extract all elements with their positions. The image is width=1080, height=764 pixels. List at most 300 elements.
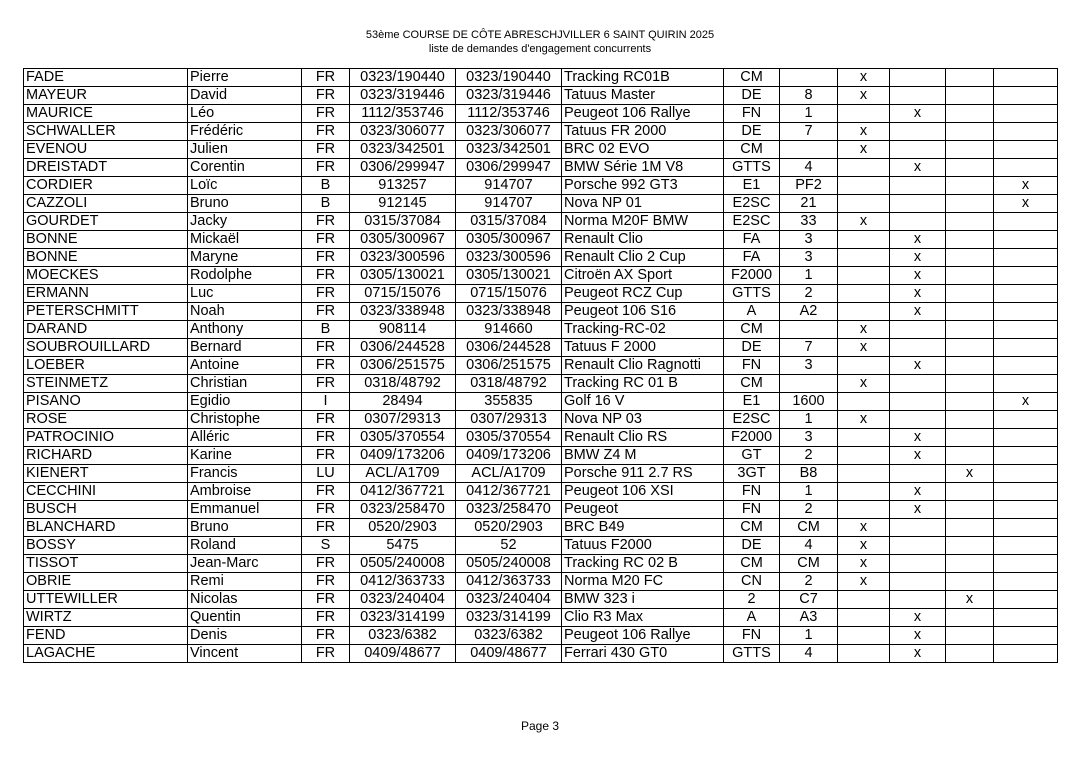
cell-col-a xyxy=(838,285,890,303)
cell-license-number-2: 0323/319446 xyxy=(456,87,562,105)
table-row xyxy=(24,141,1058,159)
cell-license-number-2: ACL/A1709 xyxy=(456,465,562,483)
cell-col-a xyxy=(838,177,890,195)
cell-last-name: LAGACHE xyxy=(24,645,188,663)
cell-col-a: x xyxy=(838,339,890,357)
cell-license-number: 0715/15076 xyxy=(350,285,456,303)
cell-nationality: S xyxy=(302,537,350,555)
cell-col-d xyxy=(994,573,1058,591)
cell-car-model: Tracking RC 02 B xyxy=(562,555,724,573)
cell-col-a: x xyxy=(838,69,890,87)
cell-col-b xyxy=(890,393,946,411)
cell-col-b: x xyxy=(890,285,946,303)
cell-car-model: Norma M20 FC xyxy=(562,573,724,591)
table-row xyxy=(24,429,1058,447)
cell-class: CM xyxy=(780,555,838,573)
cell-license-number-2: 914707 xyxy=(456,195,562,213)
cell-first-name: Maryne xyxy=(188,249,302,267)
cell-col-d: x xyxy=(994,177,1058,195)
cell-first-name: Remi xyxy=(188,573,302,591)
cell-col-b xyxy=(890,591,946,609)
cell-col-a xyxy=(838,645,890,663)
cell-col-b: x xyxy=(890,501,946,519)
cell-nationality: I xyxy=(302,393,350,411)
cell-license-number-2: 0306/251575 xyxy=(456,357,562,375)
cell-license-number-2: 0305/130021 xyxy=(456,267,562,285)
cell-class: 7 xyxy=(780,339,838,357)
cell-group: CM xyxy=(724,69,780,87)
cell-last-name: KIENERT xyxy=(24,465,188,483)
cell-first-name: Bruno xyxy=(188,195,302,213)
cell-col-d xyxy=(994,627,1058,645)
cell-license-number: 0323/6382 xyxy=(350,627,456,645)
document-header xyxy=(0,28,1080,56)
cell-license-number: 0323/240404 xyxy=(350,591,456,609)
cell-last-name: BUSCH xyxy=(24,501,188,519)
cell-first-name: Christophe xyxy=(188,411,302,429)
cell-last-name: PETERSCHMITT xyxy=(24,303,188,321)
cell-nationality: FR xyxy=(302,573,350,591)
cell-first-name: Loïc xyxy=(188,177,302,195)
cell-first-name: Karine xyxy=(188,447,302,465)
cell-col-a: x xyxy=(838,375,890,393)
cell-nationality: FR xyxy=(302,141,350,159)
cell-nationality: FR xyxy=(302,375,350,393)
table-row xyxy=(24,609,1058,627)
cell-car-model: BMW Z4 M xyxy=(562,447,724,465)
cell-first-name: Francis xyxy=(188,465,302,483)
cell-last-name: FEND xyxy=(24,627,188,645)
cell-group: DE xyxy=(724,339,780,357)
cell-col-d xyxy=(994,519,1058,537)
table-row xyxy=(24,123,1058,141)
cell-nationality: FR xyxy=(302,627,350,645)
cell-col-d xyxy=(994,231,1058,249)
cell-license-number-2: 0305/300967 xyxy=(456,231,562,249)
cell-first-name: Quentin xyxy=(188,609,302,627)
cell-col-b xyxy=(890,537,946,555)
cell-group: F2000 xyxy=(724,429,780,447)
cell-last-name: PISANO xyxy=(24,393,188,411)
cell-last-name: CECCHINI xyxy=(24,483,188,501)
cell-last-name: CORDIER xyxy=(24,177,188,195)
cell-last-name: WIRTZ xyxy=(24,609,188,627)
cell-group: FA xyxy=(724,249,780,267)
table-row xyxy=(24,285,1058,303)
cell-group: CN xyxy=(724,573,780,591)
cell-col-c xyxy=(946,357,994,375)
cell-last-name: BONNE xyxy=(24,231,188,249)
cell-class: A3 xyxy=(780,609,838,627)
cell-nationality: FR xyxy=(302,645,350,663)
cell-class xyxy=(780,375,838,393)
cell-license-number-2: 0323/190440 xyxy=(456,69,562,87)
cell-license-number-2: 0409/173206 xyxy=(456,447,562,465)
cell-col-c xyxy=(946,195,994,213)
cell-col-d xyxy=(994,357,1058,375)
cell-license-number: 0318/48792 xyxy=(350,375,456,393)
cell-nationality: FR xyxy=(302,159,350,177)
cell-license-number: 0520/2903 xyxy=(350,519,456,537)
cell-group: FN xyxy=(724,357,780,375)
cell-col-b xyxy=(890,69,946,87)
cell-col-a xyxy=(838,627,890,645)
cell-license-number: 912145 xyxy=(350,195,456,213)
cell-license-number-2: 0323/342501 xyxy=(456,141,562,159)
cell-group: DE xyxy=(724,537,780,555)
cell-last-name: BONNE xyxy=(24,249,188,267)
cell-col-c xyxy=(946,69,994,87)
cell-last-name: MOECKES xyxy=(24,267,188,285)
entries-table xyxy=(23,68,1058,663)
cell-col-b xyxy=(890,177,946,195)
cell-col-b xyxy=(890,123,946,141)
cell-nationality: FR xyxy=(302,69,350,87)
cell-first-name: Anthony xyxy=(188,321,302,339)
cell-col-c xyxy=(946,609,994,627)
cell-last-name: ERMANN xyxy=(24,285,188,303)
cell-col-c xyxy=(946,267,994,285)
cell-group: CM xyxy=(724,141,780,159)
table-row xyxy=(24,87,1058,105)
cell-license-number: ACL/A1709 xyxy=(350,465,456,483)
cell-license-number: 0409/173206 xyxy=(350,447,456,465)
cell-col-c xyxy=(946,87,994,105)
cell-car-model: Renault Clio xyxy=(562,231,724,249)
cell-nationality: LU xyxy=(302,465,350,483)
cell-license-number: 0306/299947 xyxy=(350,159,456,177)
table-row xyxy=(24,555,1058,573)
cell-license-number-2: 0323/314199 xyxy=(456,609,562,627)
cell-col-a: x xyxy=(838,411,890,429)
document-subtitle: liste de demandes d'engagement concurrents xyxy=(428,43,652,55)
cell-col-d xyxy=(994,105,1058,123)
cell-col-a xyxy=(838,501,890,519)
cell-col-c: x xyxy=(946,591,994,609)
cell-last-name: MAURICE xyxy=(24,105,188,123)
cell-license-number: 5475 xyxy=(350,537,456,555)
cell-nationality: FR xyxy=(302,519,350,537)
table-row xyxy=(24,375,1058,393)
cell-col-c xyxy=(946,519,994,537)
cell-col-d xyxy=(994,213,1058,231)
cell-license-number: 0323/342501 xyxy=(350,141,456,159)
cell-first-name: Ambroise xyxy=(188,483,302,501)
cell-col-c xyxy=(946,159,994,177)
cell-group: FN xyxy=(724,501,780,519)
cell-car-model: Tatuus F 2000 xyxy=(562,339,724,357)
table-row xyxy=(24,267,1058,285)
cell-nationality: B xyxy=(302,195,350,213)
cell-nationality: FR xyxy=(302,429,350,447)
cell-last-name: TISSOT xyxy=(24,555,188,573)
cell-col-d xyxy=(994,609,1058,627)
cell-col-d xyxy=(994,321,1058,339)
cell-col-b xyxy=(890,213,946,231)
cell-col-b xyxy=(890,555,946,573)
cell-first-name: Julien xyxy=(188,141,302,159)
cell-last-name: RICHARD xyxy=(24,447,188,465)
cell-class: 1 xyxy=(780,267,838,285)
cell-group: FN xyxy=(724,627,780,645)
cell-car-model: Citroën AX Sport xyxy=(562,267,724,285)
cell-col-b xyxy=(890,519,946,537)
cell-last-name: DREISTADT xyxy=(24,159,188,177)
cell-last-name: SCHWALLER xyxy=(24,123,188,141)
cell-nationality: FR xyxy=(302,285,350,303)
cell-license-number: 0306/244528 xyxy=(350,339,456,357)
cell-license-number-2: 0520/2903 xyxy=(456,519,562,537)
cell-first-name: Denis xyxy=(188,627,302,645)
cell-col-c xyxy=(946,555,994,573)
cell-car-model: Ferrari 430 GT0 xyxy=(562,645,724,663)
cell-car-model: BMW Série 1M V8 xyxy=(562,159,724,177)
cell-col-b: x xyxy=(890,159,946,177)
table-row xyxy=(24,411,1058,429)
cell-class: 3 xyxy=(780,231,838,249)
cell-license-number: 0323/300596 xyxy=(350,249,456,267)
cell-col-b xyxy=(890,195,946,213)
cell-col-c xyxy=(946,105,994,123)
cell-car-model: Renault Clio Ragnotti xyxy=(562,357,724,375)
cell-col-c: x xyxy=(946,465,994,483)
cell-class: 3 xyxy=(780,429,838,447)
table-row xyxy=(24,501,1058,519)
table-row xyxy=(24,447,1058,465)
cell-nationality: FR xyxy=(302,555,350,573)
cell-col-c xyxy=(946,501,994,519)
cell-first-name: Roland xyxy=(188,537,302,555)
cell-col-a: x xyxy=(838,519,890,537)
cell-last-name: BLANCHARD xyxy=(24,519,188,537)
cell-class: CM xyxy=(780,519,838,537)
cell-col-d xyxy=(994,87,1058,105)
cell-col-a: x xyxy=(838,555,890,573)
cell-license-number-2: 0323/258470 xyxy=(456,501,562,519)
cell-nationality: FR xyxy=(302,267,350,285)
cell-col-c xyxy=(946,393,994,411)
table-row xyxy=(24,591,1058,609)
cell-group: E2SC xyxy=(724,411,780,429)
cell-last-name: EVENOU xyxy=(24,141,188,159)
cell-col-b xyxy=(890,321,946,339)
cell-car-model: Porsche 911 2.7 RS xyxy=(562,465,724,483)
cell-col-d xyxy=(994,537,1058,555)
cell-class: 2 xyxy=(780,573,838,591)
cell-first-name: Jean-Marc xyxy=(188,555,302,573)
cell-col-b: x xyxy=(890,105,946,123)
cell-col-b: x xyxy=(890,429,946,447)
cell-col-b: x xyxy=(890,609,946,627)
document-title: 53ème COURSE DE CÔTE ABRESCHJVILLER 6 SAINT QUIRIN 2025 xyxy=(365,29,715,41)
cell-car-model: Tatuus F2000 xyxy=(562,537,724,555)
cell-last-name: STEINMETZ xyxy=(24,375,188,393)
cell-col-a xyxy=(838,105,890,123)
cell-first-name: David xyxy=(188,87,302,105)
cell-car-model: BRC 02 EVO xyxy=(562,141,724,159)
cell-col-a xyxy=(838,267,890,285)
cell-first-name: Alléric xyxy=(188,429,302,447)
cell-license-number: 0315/37084 xyxy=(350,213,456,231)
table-row xyxy=(24,69,1058,87)
cell-car-model: Tracking RC01B xyxy=(562,69,724,87)
table-row xyxy=(24,231,1058,249)
cell-license-number-2: 0323/306077 xyxy=(456,123,562,141)
cell-col-b: x xyxy=(890,267,946,285)
table-row xyxy=(24,519,1058,537)
cell-car-model: Clio R3 Max xyxy=(562,609,724,627)
cell-license-number-2: 0323/300596 xyxy=(456,249,562,267)
cell-group: A xyxy=(724,609,780,627)
cell-col-b: x xyxy=(890,357,946,375)
cell-col-c xyxy=(946,411,994,429)
cell-col-a: x xyxy=(838,87,890,105)
cell-col-c xyxy=(946,447,994,465)
cell-col-b: x xyxy=(890,483,946,501)
table-row xyxy=(24,195,1058,213)
table-row xyxy=(24,249,1058,267)
cell-col-d xyxy=(994,267,1058,285)
cell-group: FN xyxy=(724,105,780,123)
cell-group: 3GT xyxy=(724,465,780,483)
cell-col-a xyxy=(838,303,890,321)
cell-class xyxy=(780,321,838,339)
cell-col-a xyxy=(838,357,890,375)
cell-nationality: FR xyxy=(302,123,350,141)
cell-license-number-2: 0505/240008 xyxy=(456,555,562,573)
cell-license-number-2: 0307/29313 xyxy=(456,411,562,429)
cell-first-name: Luc xyxy=(188,285,302,303)
cell-group: 2 xyxy=(724,591,780,609)
cell-col-c xyxy=(946,123,994,141)
cell-group: A xyxy=(724,303,780,321)
cell-col-d: x xyxy=(994,195,1058,213)
cell-first-name: Corentin xyxy=(188,159,302,177)
cell-col-b xyxy=(890,573,946,591)
cell-first-name: Emmanuel xyxy=(188,501,302,519)
cell-first-name: Nicolas xyxy=(188,591,302,609)
cell-car-model: Porsche 992 GT3 xyxy=(562,177,724,195)
cell-license-number: 28494 xyxy=(350,393,456,411)
cell-last-name: LOEBER xyxy=(24,357,188,375)
cell-license-number-2: 1112/353746 xyxy=(456,105,562,123)
cell-col-c xyxy=(946,573,994,591)
cell-license-number-2: 0409/48677 xyxy=(456,645,562,663)
cell-license-number: 0412/367721 xyxy=(350,483,456,501)
cell-group: GT xyxy=(724,447,780,465)
cell-nationality: B xyxy=(302,321,350,339)
cell-last-name: UTTEWILLER xyxy=(24,591,188,609)
cell-class: 33 xyxy=(780,213,838,231)
cell-first-name: Frédéric xyxy=(188,123,302,141)
cell-last-name: ROSE xyxy=(24,411,188,429)
cell-class: 4 xyxy=(780,645,838,663)
cell-car-model: Tatuus FR 2000 xyxy=(562,123,724,141)
cell-car-model: Tracking-RC-02 xyxy=(562,321,724,339)
cell-group: CM xyxy=(724,375,780,393)
cell-group: GTTS xyxy=(724,285,780,303)
cell-col-a xyxy=(838,195,890,213)
cell-nationality: FR xyxy=(302,357,350,375)
cell-last-name: OBRIE xyxy=(24,573,188,591)
cell-class: 1 xyxy=(780,411,838,429)
cell-nationality: B xyxy=(302,177,350,195)
table-row xyxy=(24,321,1058,339)
cell-car-model: Tatuus Master xyxy=(562,87,724,105)
cell-first-name: Egidio xyxy=(188,393,302,411)
cell-group: FN xyxy=(724,483,780,501)
cell-nationality: FR xyxy=(302,411,350,429)
cell-col-c xyxy=(946,249,994,267)
cell-license-number: 0323/190440 xyxy=(350,69,456,87)
cell-col-d xyxy=(994,591,1058,609)
cell-nationality: FR xyxy=(302,339,350,357)
cell-car-model: Peugeot 106 XSI xyxy=(562,483,724,501)
table-row xyxy=(24,483,1058,501)
cell-license-number-2: 0306/244528 xyxy=(456,339,562,357)
cell-col-b: x xyxy=(890,447,946,465)
cell-license-number: 1112/353746 xyxy=(350,105,456,123)
cell-car-model: Peugeot xyxy=(562,501,724,519)
table-row xyxy=(24,177,1058,195)
cell-first-name: Mickaël xyxy=(188,231,302,249)
cell-col-a xyxy=(838,447,890,465)
cell-col-d xyxy=(994,285,1058,303)
page-number: Page 3 xyxy=(520,719,560,733)
cell-license-number: 0409/48677 xyxy=(350,645,456,663)
cell-col-b: x xyxy=(890,645,946,663)
cell-col-d xyxy=(994,159,1058,177)
table-row xyxy=(24,645,1058,663)
table-row xyxy=(24,357,1058,375)
cell-col-b: x xyxy=(890,249,946,267)
cell-class: 3 xyxy=(780,357,838,375)
cell-car-model: BMW 323 i xyxy=(562,591,724,609)
cell-car-model: Renault Clio 2 Cup xyxy=(562,249,724,267)
cell-col-b: x xyxy=(890,231,946,249)
cell-first-name: Bernard xyxy=(188,339,302,357)
cell-col-a: x xyxy=(838,321,890,339)
cell-group: E1 xyxy=(724,177,780,195)
cell-group: GTTS xyxy=(724,159,780,177)
cell-col-a xyxy=(838,483,890,501)
cell-col-d xyxy=(994,645,1058,663)
cell-class: 7 xyxy=(780,123,838,141)
cell-group: CM xyxy=(724,321,780,339)
cell-nationality: FR xyxy=(302,105,350,123)
cell-license-number-2: 0306/299947 xyxy=(456,159,562,177)
cell-col-a: x xyxy=(838,573,890,591)
cell-col-a xyxy=(838,249,890,267)
cell-col-d xyxy=(994,447,1058,465)
cell-nationality: FR xyxy=(302,249,350,267)
cell-license-number: 0307/29313 xyxy=(350,411,456,429)
cell-license-number-2: 0323/6382 xyxy=(456,627,562,645)
cell-class: 4 xyxy=(780,537,838,555)
cell-class: 2 xyxy=(780,447,838,465)
cell-license-number-2: 0412/367721 xyxy=(456,483,562,501)
cell-col-c xyxy=(946,285,994,303)
cell-license-number: 0505/240008 xyxy=(350,555,456,573)
cell-license-number: 0323/338948 xyxy=(350,303,456,321)
cell-nationality: FR xyxy=(302,483,350,501)
cell-nationality: FR xyxy=(302,213,350,231)
cell-first-name: Christian xyxy=(188,375,302,393)
cell-class: 21 xyxy=(780,195,838,213)
cell-group: DE xyxy=(724,87,780,105)
cell-class: 1 xyxy=(780,627,838,645)
cell-col-c xyxy=(946,303,994,321)
